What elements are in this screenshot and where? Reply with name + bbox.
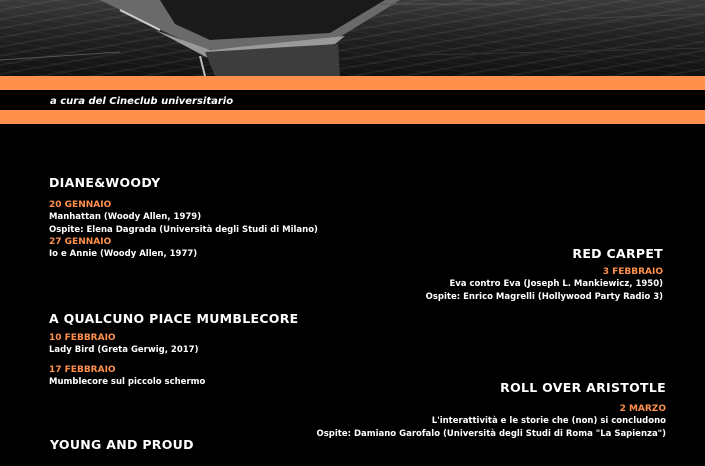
section-roll-over-aristotle bbox=[316, 380, 666, 440]
event-line: Lady Bird (Greta Gerwig, 2017) bbox=[49, 345, 199, 355]
event-date: 20 GENNAIO bbox=[49, 200, 112, 210]
orange-band-top bbox=[0, 76, 705, 90]
section-title: ROLL OVER ARISTOTLE bbox=[500, 380, 666, 395]
section-young-proud bbox=[50, 437, 194, 452]
event-line: Eva contro Eva (Joseph L. Mankiewicz, 1950) bbox=[449, 279, 663, 289]
event-date: 2 MARZO bbox=[619, 404, 666, 414]
event-date: 17 FEBBRAIO bbox=[49, 364, 116, 375]
section-red-carpet bbox=[426, 246, 663, 303]
event-date: 27 GENNAIO bbox=[49, 237, 112, 247]
section-title: YOUNG AND PROUD bbox=[50, 437, 194, 452]
event-line: L'interattività e le storie che (non) si concludono bbox=[431, 416, 666, 426]
section-title: A QUALCUNO PIACE MUMBLECORE bbox=[49, 311, 299, 326]
event-line: Io e Annie (Woody Allen, 1977) bbox=[49, 249, 198, 259]
section-title: RED CARPET bbox=[572, 246, 663, 261]
event-line: Ospite: Damiano Garofalo (Università degli Studi di Roma "La Sapienza") bbox=[316, 428, 666, 439]
boat-image bbox=[0, 0, 705, 76]
event-line: Mumblecore sul piccolo schermo bbox=[49, 376, 206, 387]
event-date: 10 FEBBRAIO bbox=[49, 333, 116, 343]
header-photo bbox=[0, 0, 705, 76]
event-line: Ospite: Elena Dagrada (Università degli Studi di Milano) bbox=[49, 224, 318, 235]
section-diane-woody bbox=[49, 175, 318, 261]
subtitle: a cura del Cineclub universitario bbox=[50, 96, 234, 107]
event-line: Manhattan (Woody Allen, 1979) bbox=[49, 212, 202, 222]
orange-band-bottom bbox=[0, 110, 705, 124]
event-line: Ospite: Enrico Magrelli (Hollywood Party Radio 3) bbox=[425, 291, 663, 302]
section-title: DIANE&WOODY bbox=[49, 175, 161, 190]
event-date: 3 FEBBRAIO bbox=[602, 267, 663, 277]
section-mumblecore bbox=[49, 311, 299, 388]
